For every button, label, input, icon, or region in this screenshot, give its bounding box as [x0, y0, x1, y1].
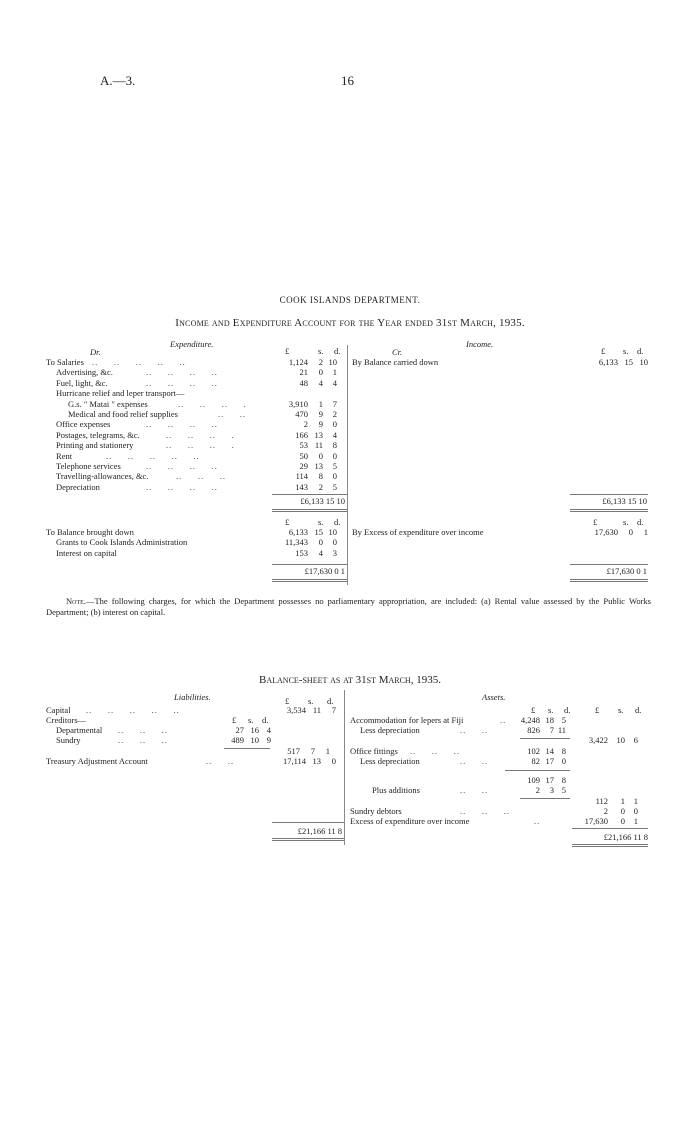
- sundry-debtors-row: Sundry debtors .. .. .. 2 0 0: [350, 806, 638, 816]
- balance-sheet-title: Balance-sheet as at 31st March, 1935.: [259, 674, 441, 686]
- expenditure-row: Medical and food relief supplies .. .. 470 9 2: [68, 409, 337, 419]
- expenditure-row: Depreciation .. .. .. .. 143 2 5: [56, 481, 337, 492]
- office-net: 112 1 1: [595, 796, 638, 806]
- accommodation-net: 3,422 10 6: [588, 735, 638, 745]
- expenditure-row: To Salaries .. .. .. .. .. 1,124 2 10: [46, 357, 337, 367]
- less-depreciation-2: Less depreciation .. .. 82 17 0: [360, 756, 566, 766]
- expenditure-row: Advertising, &c. .. .. .. .. 21 0 1: [56, 367, 337, 378]
- plus-additions-row: Plus additions .. .. 2 3 5: [372, 785, 566, 795]
- credit-row: By Excess of expenditure over income 17,630 0 1: [352, 527, 648, 537]
- assets-heading: Assets.: [482, 692, 506, 702]
- expenditure-row: Fuel, light, &c. .. .. .. .. 48 4 4: [56, 377, 337, 388]
- creditors-label: Creditors—: [46, 715, 87, 725]
- total2-right: £17,630 0 1: [606, 566, 647, 576]
- expenditure-row: Postages, telegrams, &c. .. .. .. . 166 13 4: [56, 429, 337, 440]
- liabilities-heading: Liabilities.: [174, 692, 211, 702]
- debit-row: Grants to Cook Islands Administration 11,343 0 0: [56, 537, 337, 548]
- income-row: By Balance carried down 6,133 15 10: [352, 357, 648, 367]
- expenditure-row: Rent .. .. .. .. .. 50 0 0: [56, 450, 337, 461]
- total1-left: £6,133 15 10: [300, 496, 345, 506]
- total2-left: £17,630 0 1: [304, 566, 345, 576]
- expenditure-row: Hurricane relief and leper transport—: [56, 388, 185, 399]
- income-expenditure-title: Income and Expenditure Account for the Year ended 31st March, 1935.: [175, 317, 525, 329]
- liabilities-total: £21,166 11 8: [297, 826, 342, 836]
- cr-label: Cr.: [392, 347, 403, 357]
- capital-row: Capital .. .. .. .. .. 3,534 11 7: [46, 705, 336, 715]
- excess-row: Excess of expenditure over income .. 17,630 0 1: [350, 816, 638, 826]
- creditors-total: 517 7 1: [287, 746, 330, 756]
- sundry-row: Sundry .. .. .. 489 10 9: [56, 735, 271, 745]
- expenditure-row: Printing and stationery .. .. .. . 53 11 8: [56, 440, 337, 451]
- expenditure-row: Travelling-allowances, &c. .. .. .. 114 8 0: [56, 471, 337, 482]
- office-fittings-row: Office fittings .. .. .. 102 14 8: [350, 746, 566, 756]
- expenditure-heading: Expenditure.: [170, 339, 214, 349]
- accommodation-row: Accommodation for lepers at Fiji .. 4,248 18 5: [350, 715, 566, 725]
- page-reference: A.—3.: [100, 73, 136, 88]
- debit-row: To Balance brought down 6,133 15 10: [46, 527, 337, 537]
- expenditure-row: Office expenses .. .. .. .. 2 9 0: [56, 419, 337, 430]
- expenditure-row: Telephone services .. .. .. .. 29 13 5: [56, 461, 337, 471]
- note-paragraph: Note.—The following charges, for which the Department possesses no parliamentary appropriation, are included: (a) Rental value assessed by the Public Works Department; (b) interest on capital.: [46, 596, 651, 617]
- total1-right: £6,133 15 10: [602, 496, 647, 506]
- treasury-row: Treasury Adjustment Account .. .. 17,114 13 0: [46, 756, 336, 766]
- departmental-row: Departmental .. .. .. 27 16 4: [56, 725, 271, 735]
- less-depreciation-1: Less depreciation .. .. 826 7 11: [360, 725, 566, 735]
- debit-row: Interest on capital 153 4 3: [56, 547, 337, 558]
- office-subtotal: 109 17 8: [527, 775, 566, 785]
- department-title: COOK ISLANDS DEPARTMENT.: [279, 295, 421, 305]
- income-heading: Income.: [466, 339, 494, 349]
- assets-total: £21,166 11 8: [603, 832, 648, 842]
- page-number: 16: [341, 73, 354, 88]
- expenditure-row: G.s. " Matai " expenses .. .. .. . 3,910 1 7: [68, 398, 337, 409]
- dr-label: Dr.: [90, 347, 101, 357]
